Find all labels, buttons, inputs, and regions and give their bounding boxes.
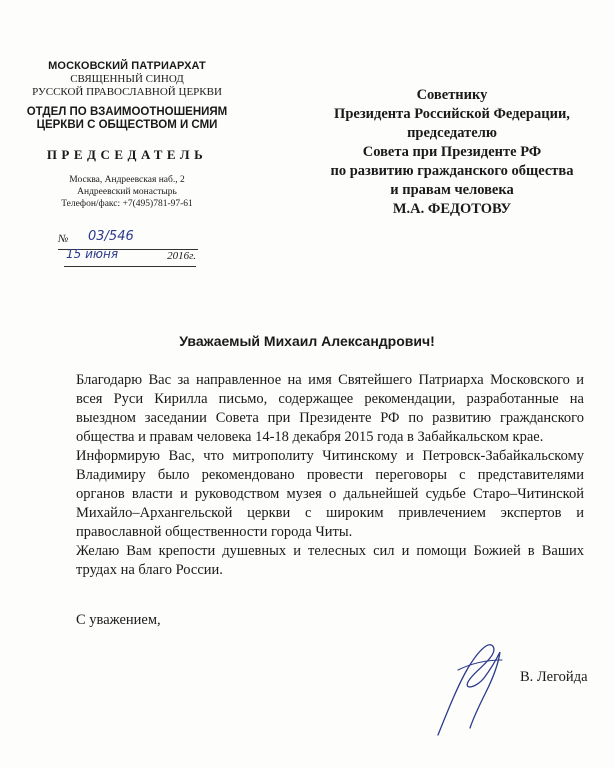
addressee-line4: Совета при Президенте РФ — [362, 144, 542, 160]
greeting: Уважаемый Михаил Александрович! — [179, 333, 435, 349]
letterhead-dept-line2: ЦЕРКВИ С ОБЩЕСТВОМ И СМИ — [36, 119, 218, 132]
number-prefix: № — [58, 233, 69, 245]
letterhead-chair-title: ПРЕДСЕДАТЕЛЬ — [46, 147, 208, 163]
address-line2: Андреевский монастырь — [77, 186, 177, 197]
letterhead-org: МОСКОВСКИЙ ПАТРИАРХАТ — [48, 60, 206, 72]
addressee-line2: Президента Российской Федерации, — [334, 106, 570, 122]
signer-name: В. Легойда — [520, 669, 588, 685]
registration-date: 15 июня — [66, 247, 119, 261]
body-paragraph-1-text: Благодарю Вас за направленное на имя Святейшего Патриарха Московского и всея Руси Кирилла письмо, содержащее рекомендации, разработанные на выездном заседании Совета при Президенте РФ по развитию гражданского общества и правам человека 14-18 декабря 2015 года в Забайкальском крае. — [76, 372, 584, 445]
body-paragraph-3-text: Желаю Вам крепости душевных и телесных сил и помощи Божией в Ваших трудах на благо России. — [76, 543, 584, 578]
letterhead — [0, 60, 254, 210]
addressee-line6: и правам человека — [390, 182, 514, 198]
registration-year: 2016г. — [167, 250, 196, 262]
letterhead-synod-line2: РУССКОЙ ПРАВОСЛАВНОЙ ЦЕРКВИ — [32, 86, 222, 99]
letterhead-dept-line1: ОТДЕЛ ПО ВЗАИМООТНОШЕНИЯМ — [26, 105, 228, 118]
addressee-line3: председателю — [407, 125, 497, 141]
body-paragraph-3 — [76, 542, 584, 580]
registration-date-line — [64, 247, 196, 267]
body-paragraph-2-text: Информирую Вас, что митрополиту Читинскому и Петровск-Забайкальскому Владимиру было рекомендовано провести переговоры с представителями органов власти и руководством музея о дальнейшей судьбе Старо–Читинской Михайло–Архангельской церкви с широким привлечением экспертов и православной общественности города Читы. — [76, 448, 584, 540]
letterhead-address — [0, 175, 254, 211]
letter-body — [76, 371, 584, 580]
address-line1: Москва, Андреевская наб., 2 — [69, 174, 185, 185]
address-line3: Телефон/факс: +7(495)781-97-61 — [61, 198, 193, 209]
letterhead-synod-line1: СВЯЩЕННЫЙ СИНОД — [70, 73, 184, 86]
body-paragraph-1 — [76, 371, 584, 447]
addressee-name: М.А. ФЕДОТОВУ — [392, 201, 512, 217]
addressee-line5: по развитию гражданского общества — [330, 163, 574, 179]
closing: С уважением, — [76, 612, 161, 628]
addressee-block — [322, 86, 582, 219]
signature-icon — [428, 630, 518, 740]
body-paragraph-2 — [76, 447, 584, 542]
addressee-line1: Советнику — [416, 87, 488, 103]
registration-number: 03/546 — [88, 229, 134, 244]
